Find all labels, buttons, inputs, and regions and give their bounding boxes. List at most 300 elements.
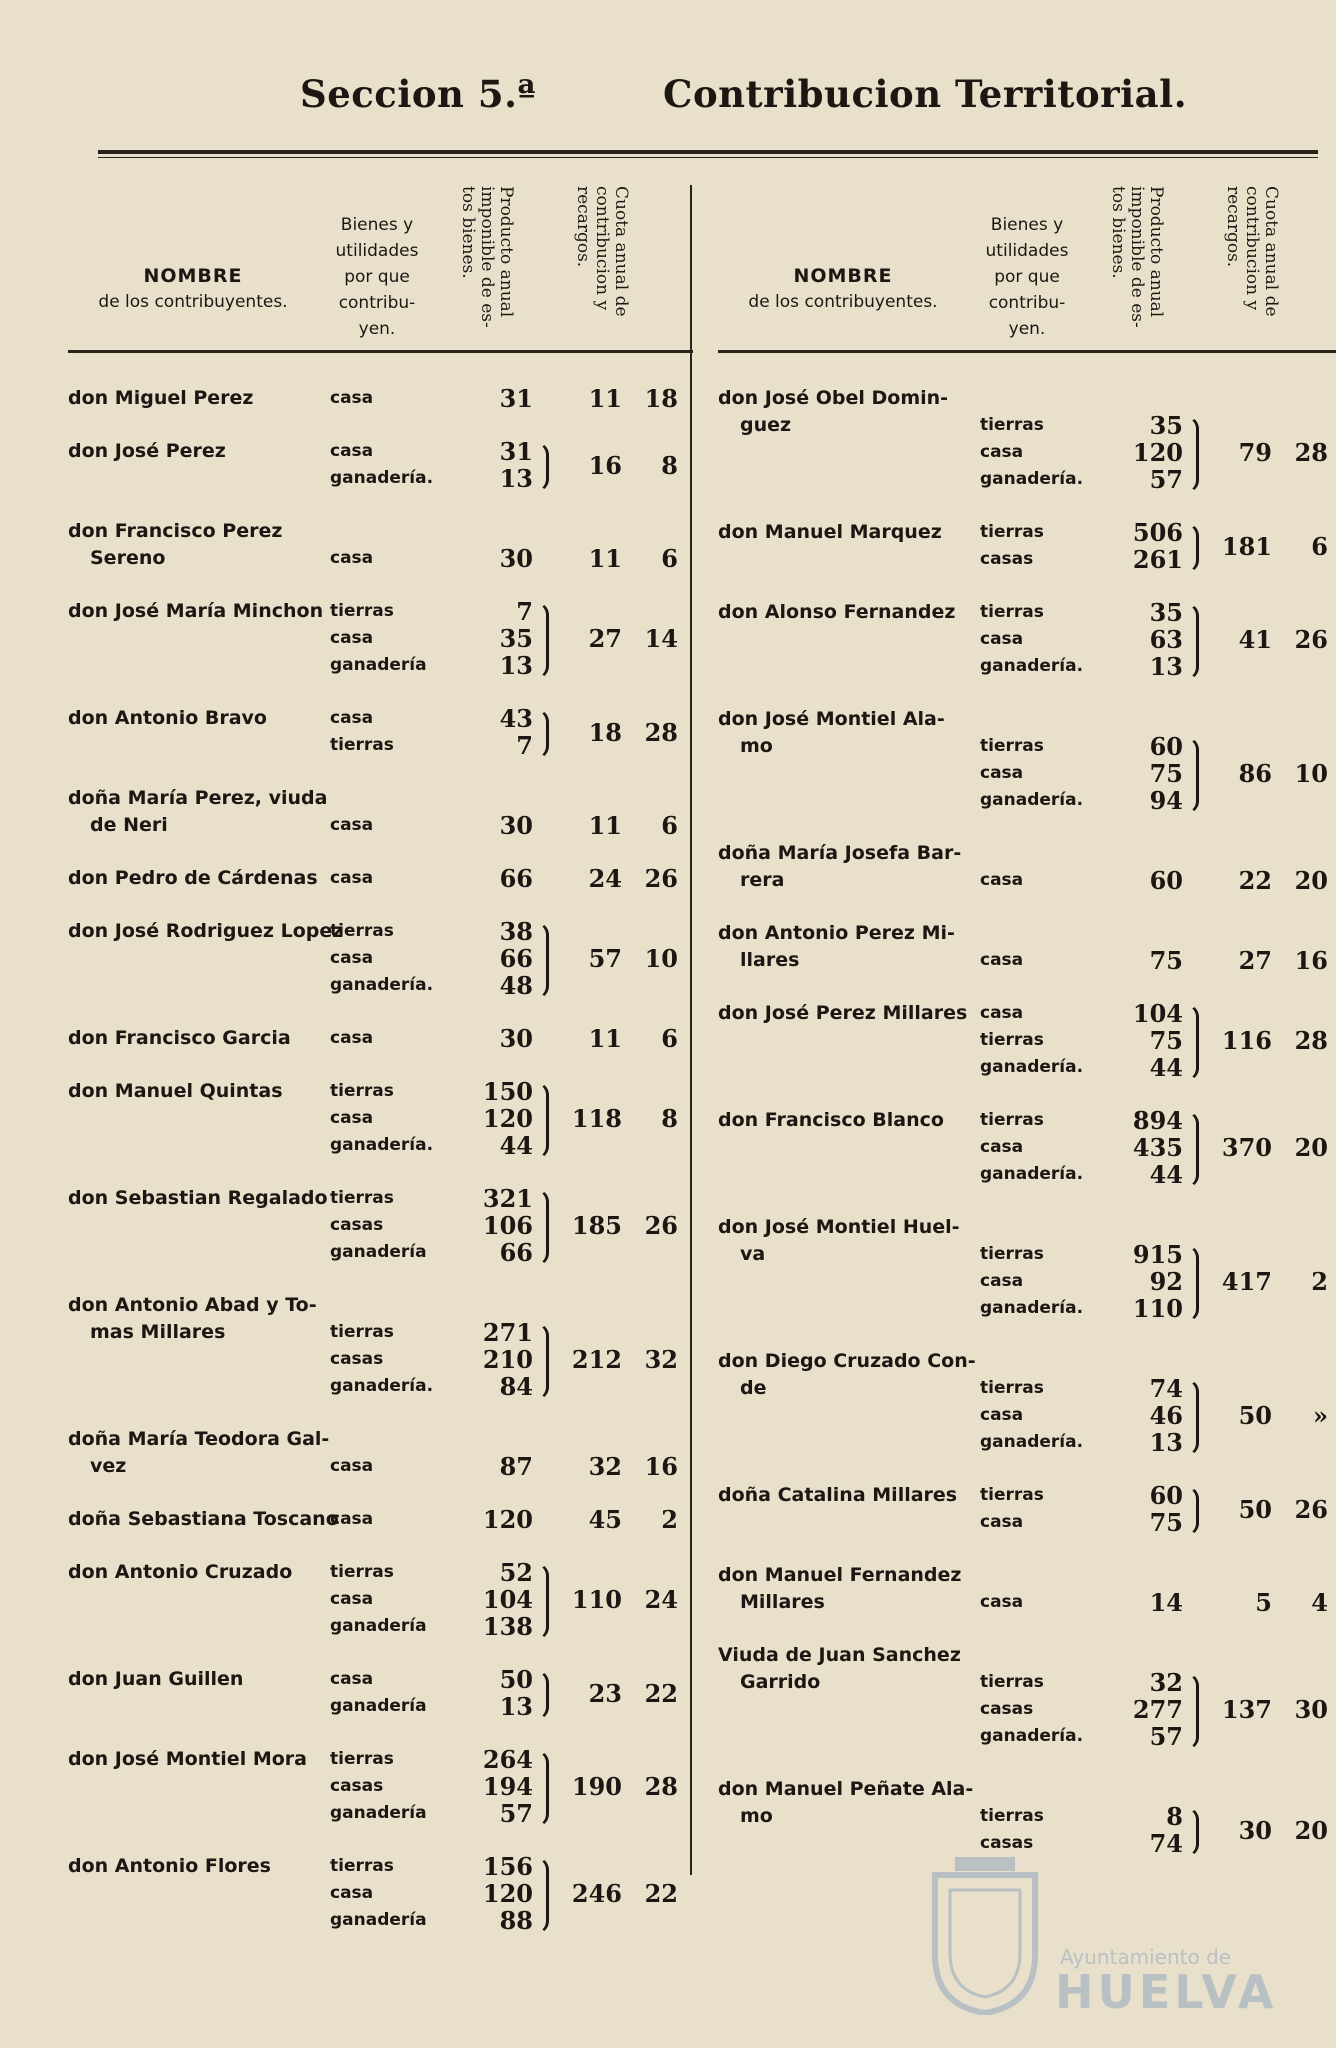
contributor-name: don Antonio Abad y To- (68, 1294, 317, 1316)
contributor-entry (718, 706, 1336, 814)
contributor-name: vez (90, 1455, 127, 1477)
brace-mark (536, 1563, 549, 1640)
property-type: casa (330, 1028, 374, 1048)
contributor-name: Garrido (740, 1671, 821, 1693)
property-type: casas (330, 1349, 384, 1369)
product-value: 104 (482, 1585, 533, 1614)
product-value: 44 (1149, 1053, 1183, 1082)
property-type: tierras (980, 415, 1044, 435)
left-column (68, 160, 693, 1935)
cuota-maravedis: 26 (644, 864, 678, 893)
header-nombre-sub: de los contribuyentes. (98, 292, 288, 312)
cuota-reales: 32 (588, 1452, 622, 1481)
header-rule (68, 350, 693, 353)
contributor-name: don Manuel Fernandez (718, 1564, 962, 1586)
cuota-reales: 118 (571, 1104, 622, 1133)
cuota-reales: 23 (588, 1678, 622, 1708)
contributor-entry (68, 1078, 693, 1159)
cuota-reales: 370 (1221, 1133, 1272, 1162)
cuota-maravedis: 2 (661, 1505, 678, 1534)
product-value: 75 (1149, 759, 1183, 788)
cuota-maravedis: 16 (1294, 946, 1328, 975)
table-header (718, 160, 1336, 350)
cuota-maravedis: 8 (661, 450, 678, 480)
property-type: tierras (330, 601, 394, 621)
cuota-reales: 110 (571, 1585, 622, 1614)
contributor-name: don Manuel Marquez (718, 521, 942, 543)
contributor-name: don José Montiel Ala- (718, 708, 945, 730)
brace-mark (536, 602, 549, 679)
header-bienes-line: yen. (1008, 319, 1046, 339)
cuota-reales: 11 (588, 544, 622, 573)
contributor-entry (68, 785, 693, 839)
property-type: casa (980, 1512, 1024, 1532)
cuota-reales: 57 (588, 944, 622, 973)
property-type: ganadería (330, 1910, 427, 1930)
product-value: 120 (482, 1505, 533, 1534)
product-value: 31 (499, 384, 533, 413)
property-type: ganadería (330, 1242, 427, 1262)
contributor-name: guez (740, 414, 792, 436)
contributor-entry (68, 1025, 693, 1052)
contributor-entry (68, 918, 693, 999)
property-type: casa (330, 815, 374, 835)
property-type: ganadería (330, 655, 427, 675)
property-type: ganadería. (980, 1164, 1084, 1184)
property-type: casa (330, 1669, 374, 1689)
brace-mark (1186, 1379, 1199, 1456)
right-column (718, 160, 1336, 1880)
contributor-name: don Antonio Perez Mi- (718, 922, 955, 944)
watermark-line-2: HUELVA (1055, 1965, 1278, 2019)
brace-mark (1186, 523, 1199, 573)
contributor-entry (718, 1107, 1336, 1188)
property-type: ganadería. (980, 469, 1084, 489)
property-type: tierras (980, 1244, 1044, 1264)
property-type: tierras (330, 735, 394, 755)
product-value: 75 (1149, 1508, 1183, 1537)
cuota-reales: 24 (588, 864, 622, 893)
header-bienes-line: utilidades (335, 241, 419, 261)
contributor-entry (68, 1185, 693, 1266)
header-bienes-line: yen. (358, 319, 396, 339)
cuota-maravedis: 10 (1294, 759, 1328, 788)
contributor-entry (718, 519, 1336, 573)
property-type: tierras (330, 1188, 394, 1208)
contributor-entry (718, 1348, 1336, 1456)
property-type: casa (980, 442, 1024, 462)
brace-mark (536, 1082, 549, 1159)
property-type: casa (980, 950, 1024, 970)
product-value: 150 (482, 1077, 533, 1106)
product-value: 75 (1149, 946, 1183, 975)
top-rule-thin (98, 157, 1318, 158)
product-value: 120 (1132, 438, 1183, 467)
brace-mark (1186, 416, 1199, 493)
brace-mark (1186, 1245, 1199, 1322)
contributor-name: doña María Josefa Bar- (718, 842, 962, 864)
contributor-name: de Neri (90, 814, 168, 836)
product-value: 13 (499, 651, 533, 680)
product-value: 30 (499, 811, 533, 840)
product-value: 506 (1132, 518, 1183, 547)
contributor-name: don Alonso Fernandez (718, 601, 956, 623)
watermark-line-1: Ayuntamiento de (1060, 1945, 1232, 1969)
brace-mark (1186, 603, 1199, 680)
product-value: 35 (499, 624, 533, 653)
contributor-name: don José Perez Millares (718, 1002, 968, 1024)
cuota-reales: 246 (571, 1879, 622, 1908)
cuota-reales: 16 (588, 450, 622, 480)
contributor-name: don Manuel Quintas (68, 1080, 283, 1102)
header-bienes (968, 212, 1086, 342)
contributor-entry (68, 705, 693, 759)
section-heading: Seccion 5.ª (300, 72, 536, 116)
contributor-entry (718, 1562, 1336, 1616)
cuota-reales: 50 (1238, 1401, 1272, 1430)
cuota-reales: 22 (1238, 866, 1272, 895)
cuota-maravedis: 26 (1294, 625, 1328, 654)
product-value: 57 (499, 1799, 533, 1828)
product-value: 138 (482, 1612, 533, 1641)
product-value: 104 (1132, 999, 1183, 1028)
cuota-maravedis: 30 (1294, 1695, 1328, 1724)
header-bienes-line: contribu- (988, 293, 1066, 313)
product-value: 30 (499, 544, 533, 573)
product-value: 7 (516, 597, 533, 626)
property-type: tierras (330, 1856, 394, 1876)
brace-mark (536, 1323, 549, 1400)
product-value: 261 (1132, 545, 1183, 574)
cuota-maravedis: 6 (1311, 531, 1328, 561)
cuota-maravedis: 32 (644, 1345, 678, 1374)
header-nombre (718, 263, 968, 315)
property-type: casa (980, 629, 1024, 649)
contributor-name: don Pedro de Cárdenas (68, 867, 318, 889)
contributor-entry (68, 1666, 693, 1720)
contributor-entry (718, 1214, 1336, 1322)
product-value: 66 (499, 864, 533, 893)
contributor-name: mo (740, 1805, 773, 1827)
property-type: casa (330, 1456, 374, 1476)
cuota-reales: 116 (1221, 1026, 1272, 1055)
product-value: 894 (1132, 1106, 1183, 1135)
property-type: ganadería. (330, 468, 434, 488)
property-type: casa (330, 1883, 374, 1903)
property-type: ganadería. (980, 1057, 1084, 1077)
product-value: 84 (499, 1372, 533, 1401)
product-value: 120 (482, 1104, 533, 1133)
product-value: 35 (1149, 411, 1183, 440)
contributor-name: don Antonio Bravo (68, 707, 267, 729)
property-type: tierras (980, 1672, 1044, 1692)
property-type: tierras (980, 1030, 1044, 1050)
property-type: casa (980, 1137, 1024, 1157)
cuota-reales: 11 (588, 1024, 622, 1053)
product-value: 13 (1149, 652, 1183, 681)
property-type: tierras (330, 1749, 394, 1769)
header-cuota: Cuota anual de contribucion y recargos. (573, 186, 631, 317)
product-value: 915 (1132, 1240, 1183, 1269)
property-type: casa (330, 868, 374, 888)
contributor-entry (68, 1559, 693, 1640)
contributor-name: don Francisco Blanco (718, 1109, 944, 1131)
product-value: 321 (482, 1184, 533, 1213)
product-value: 74 (1149, 1829, 1183, 1858)
contributor-name: don José Montiel Huel- (718, 1216, 960, 1238)
contributor-name: doña María Teodora Gal- (68, 1428, 330, 1450)
product-value: 48 (499, 971, 533, 1000)
property-type: casa (330, 948, 374, 968)
contributor-name: don Miguel Perez (68, 387, 254, 409)
cuota-reales: 79 (1238, 438, 1272, 467)
property-type: casa (980, 1405, 1024, 1425)
product-value: 60 (1149, 732, 1183, 761)
contributor-name: don José Perez (68, 440, 226, 462)
property-type: tierras (980, 1485, 1044, 1505)
product-value: 50 (499, 1665, 533, 1694)
property-type: ganadería. (980, 790, 1084, 810)
product-value: 87 (499, 1452, 533, 1481)
product-value: 13 (499, 464, 533, 493)
product-value: 44 (499, 1131, 533, 1160)
property-type: tierras (980, 1806, 1044, 1826)
product-value: 66 (499, 1238, 533, 1267)
cuota-maravedis: » (1313, 1401, 1328, 1430)
cuota-maravedis: 20 (1294, 1815, 1328, 1845)
contributor-name: don Francisco Garcia (68, 1027, 291, 1049)
property-type: tierras (980, 1110, 1044, 1130)
brace-mark (536, 709, 549, 759)
contributor-entry (718, 840, 1336, 894)
contributor-entry (718, 920, 1336, 974)
contributor-name: mo (740, 735, 773, 757)
header-nombre-title: NOMBRE (143, 265, 243, 287)
contributor-name: doña Catalina Millares (718, 1484, 958, 1506)
contributor-name: doña Sebastiana Toscano (68, 1508, 339, 1530)
brace-mark (536, 1189, 549, 1266)
brace-mark (536, 1670, 549, 1720)
cuota-maravedis: 28 (644, 1772, 678, 1801)
brace-mark (536, 1857, 549, 1934)
product-value: 32 (1149, 1668, 1183, 1697)
cuota-maravedis: 16 (644, 1452, 678, 1481)
contributor-entry (68, 1853, 693, 1934)
cuota-reales: 50 (1238, 1494, 1272, 1524)
cuota-maravedis: 14 (644, 624, 678, 653)
cuota-maravedis: 6 (661, 544, 678, 573)
contributor-name: don Antonio Cruzado (68, 1561, 293, 1583)
cuota-maravedis: 2 (1311, 1267, 1328, 1296)
product-value: 66 (499, 944, 533, 973)
product-value: 13 (499, 1692, 533, 1721)
table-header (68, 160, 693, 350)
property-type: casa (330, 548, 374, 568)
product-value: 106 (482, 1211, 533, 1240)
contributor-entry (718, 385, 1336, 493)
product-value: 110 (1132, 1294, 1183, 1323)
contributor-name: don Juan Guillen (68, 1668, 244, 1690)
cuota-reales: 45 (588, 1505, 622, 1534)
product-value: 120 (482, 1879, 533, 1908)
header-cuota: Cuota anual de contribucion y recargos. (1223, 186, 1281, 317)
property-type: tierras (980, 736, 1044, 756)
cuota-reales: 181 (1221, 531, 1272, 561)
cuota-reales: 137 (1221, 1695, 1272, 1724)
product-value: 94 (1149, 786, 1183, 815)
property-type: ganadería. (980, 1432, 1084, 1452)
contributor-entry (718, 1482, 1336, 1536)
top-rule (98, 150, 1318, 154)
contributor-entry (718, 1000, 1336, 1081)
watermark (925, 1855, 1278, 2019)
product-value: 35 (1149, 598, 1183, 627)
brace-mark (536, 1750, 549, 1827)
contributor-name: don José Montiel Mora (68, 1748, 307, 1770)
property-type: casa (980, 1003, 1024, 1023)
product-value: 43 (499, 704, 533, 733)
product-value: 92 (1149, 1267, 1183, 1296)
contributor-name: rera (740, 869, 785, 891)
cuota-maravedis: 22 (644, 1879, 678, 1908)
cuota-maravedis: 22 (644, 1678, 678, 1708)
product-value: 156 (482, 1852, 533, 1881)
contributor-name: doña María Perez, viuda (68, 787, 328, 809)
cuota-maravedis: 8 (661, 1104, 678, 1133)
contributor-entry (718, 1776, 1336, 1857)
contributor-name: mas Millares (90, 1321, 226, 1343)
cuota-maravedis: 4 (1311, 1588, 1328, 1617)
property-type: casa (330, 388, 374, 408)
property-type: casa (330, 441, 374, 461)
property-type: casa (980, 763, 1024, 783)
property-type: ganadería (330, 1616, 427, 1636)
cuota-reales: 190 (571, 1772, 622, 1801)
property-type: casa (330, 1589, 374, 1609)
contributor-name: llares (740, 949, 800, 971)
brace-mark (536, 922, 549, 999)
property-type: ganadería. (980, 1298, 1084, 1318)
cuota-reales: 5 (1255, 1588, 1272, 1617)
cuota-maravedis: 24 (644, 1585, 678, 1614)
brace-mark (1186, 1807, 1199, 1857)
property-type: casa (980, 1271, 1024, 1291)
brace-mark (1186, 1486, 1199, 1536)
product-value: 88 (499, 1906, 533, 1935)
property-type: ganadería. (980, 1726, 1084, 1746)
property-type: tierras (330, 1562, 394, 1582)
product-value: 60 (1149, 1481, 1183, 1510)
property-type: casas (980, 1699, 1034, 1719)
contributor-entry (718, 599, 1336, 680)
header-rule (718, 350, 1336, 353)
property-type: ganadería (330, 1696, 427, 1716)
product-value: 30 (499, 1024, 533, 1053)
contributor-name: va (740, 1243, 766, 1265)
cuota-maravedis: 28 (1294, 438, 1328, 467)
brace-mark (1186, 737, 1199, 814)
product-value: 210 (482, 1345, 533, 1374)
product-value: 75 (1149, 1026, 1183, 1055)
property-type: tierras (980, 602, 1044, 622)
page-title: Contribucion Territorial. (663, 72, 1188, 116)
cuota-reales: 27 (1238, 946, 1272, 975)
product-value: 74 (1149, 1374, 1183, 1403)
product-value: 60 (1149, 866, 1183, 895)
contributor-entry (718, 1642, 1336, 1750)
property-type: ganadería (330, 1803, 427, 1823)
product-value: 31 (499, 437, 533, 466)
product-value: 63 (1149, 625, 1183, 654)
contributor-entry (68, 438, 693, 492)
contributor-name: don José Obel Domin- (718, 387, 949, 409)
contributor-entry (68, 1506, 693, 1533)
brace-mark (1186, 1111, 1199, 1188)
brace-mark (1186, 1004, 1199, 1081)
cuota-maravedis: 18 (644, 384, 678, 413)
contributor-entry (68, 518, 693, 572)
header-producto: Producto anual imponible de es- tos bienes. (458, 186, 516, 328)
coat-of-arms-icon (925, 1855, 1045, 2015)
product-value: 13 (1149, 1428, 1183, 1457)
header-bienes-line: por que (344, 267, 410, 287)
contributor-entry (68, 598, 693, 679)
header-producto: Producto anual imponible de es- tos bienes. (1108, 186, 1166, 328)
product-value: 52 (499, 1558, 533, 1587)
property-type: casa (330, 708, 374, 728)
product-value: 435 (1132, 1133, 1183, 1162)
product-value: 7 (516, 731, 533, 760)
property-type: casa (330, 1108, 374, 1128)
contributor-entry (68, 865, 693, 892)
property-type: ganadería. (330, 1135, 434, 1155)
contributor-entry (68, 1746, 693, 1827)
property-type: casa (980, 870, 1024, 890)
header-bienes-line: contribu- (338, 293, 416, 313)
header-bienes-line: Bienes y (990, 215, 1064, 235)
property-type: casas (330, 1215, 384, 1235)
header-nombre-sub: de los contribuyentes. (748, 292, 938, 312)
contributor-entry (68, 1426, 693, 1480)
cuota-reales: 18 (588, 717, 622, 747)
contributor-name: don José María Minchon (68, 600, 324, 622)
property-type: tierras (980, 1378, 1044, 1398)
header-bienes-line: Bienes y (340, 215, 414, 235)
cuota-reales: 185 (571, 1211, 622, 1240)
contributor-name: Viuda de Juan Sanchez (718, 1644, 961, 1666)
product-value: 57 (1149, 465, 1183, 494)
property-type: tierras (330, 921, 394, 941)
contributor-name: Sereno (90, 547, 166, 569)
cuota-reales: 11 (588, 811, 622, 840)
contributor-name: don Sebastian Regalado (68, 1187, 328, 1209)
cuota-maravedis: 20 (1294, 1133, 1328, 1162)
cuota-maravedis: 20 (1294, 866, 1328, 895)
property-type: casa (980, 1592, 1024, 1612)
cuota-maravedis: 10 (644, 944, 678, 973)
property-type: casa (330, 628, 374, 648)
cuota-maravedis: 26 (1294, 1494, 1328, 1524)
cuota-reales: 417 (1221, 1267, 1272, 1296)
cuota-reales: 27 (588, 624, 622, 653)
contributor-name: de (740, 1377, 767, 1399)
cuota-maravedis: 26 (644, 1211, 678, 1240)
product-value: 14 (1149, 1588, 1183, 1617)
contributor-entry (68, 385, 693, 412)
product-value: 8 (1166, 1802, 1183, 1831)
header-bienes-line: utilidades (985, 241, 1069, 261)
product-value: 44 (1149, 1160, 1183, 1189)
